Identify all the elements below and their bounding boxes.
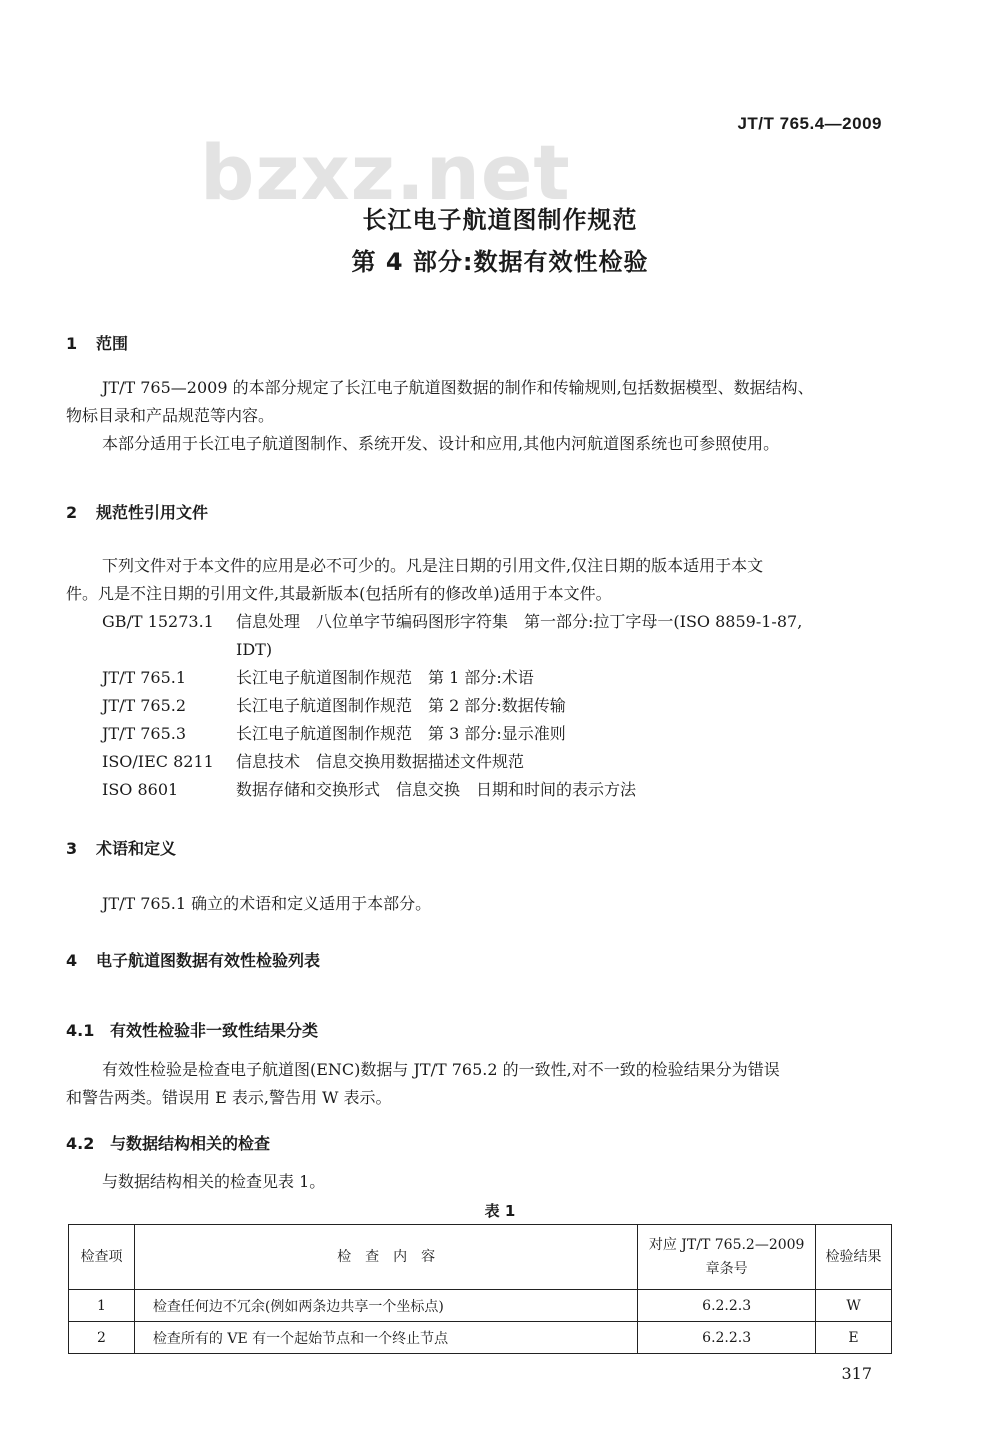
section-number: 4.2 xyxy=(66,1134,95,1153)
header-item: 检查项 xyxy=(69,1225,135,1290)
table-row xyxy=(69,1322,892,1354)
section-number: 1 xyxy=(66,334,78,353)
reference-code: ISO 8601 xyxy=(102,780,179,799)
section-2-para-1-line-1: 下列文件对于本文件的应用是必不可少的。凡是注日期的引用文件,仅注日期的版本适用于本文 xyxy=(102,556,764,575)
section-title: 术语和定义 xyxy=(96,839,177,858)
cell-item: 1 xyxy=(69,1290,135,1322)
standard-code: JT/T 765.4—2009 xyxy=(737,114,882,133)
header-content: 检 查 内 容 xyxy=(134,1225,637,1290)
reference-code: ISO/IEC 8211 xyxy=(102,752,214,771)
section-title: 与数据结构相关的检查 xyxy=(110,1134,271,1153)
reference-row xyxy=(102,720,566,748)
page-number: 317 xyxy=(841,1364,872,1383)
table-caption: 表 1 xyxy=(484,1202,516,1220)
reference-row xyxy=(102,608,802,636)
reference-code: JT/T 765.2 xyxy=(102,696,187,715)
section-4-2-para-1: 与数据结构相关的检查见表 1。 xyxy=(102,1172,326,1191)
reference-row xyxy=(102,692,566,720)
section-number: 2 xyxy=(66,503,78,522)
section-1-heading xyxy=(66,331,128,354)
reference-code: JT/T 765.3 xyxy=(102,724,187,743)
table-header-row xyxy=(69,1225,892,1290)
section-number: 3 xyxy=(66,839,78,858)
header-reference xyxy=(638,1225,816,1290)
table-1 xyxy=(68,1224,892,1354)
cell-result: E xyxy=(816,1322,892,1354)
header-reference-line-1: 对应 JT/T 765.2—2009 xyxy=(648,1237,805,1253)
watermark: bzxz.net xyxy=(200,128,571,217)
reference-title: 长江电子航道图制作规范 第 3 部分:显示准则 xyxy=(236,724,566,743)
section-number: 4 xyxy=(66,951,78,970)
section-4-2-heading xyxy=(66,1131,270,1154)
section-3-para-1: JT/T 765.1 确立的术语和定义适用于本部分。 xyxy=(102,894,432,913)
cell-reference: 6.2.2.3 xyxy=(638,1322,816,1354)
section-4-1-heading xyxy=(66,1018,318,1041)
reference-code: JT/T 765.1 xyxy=(102,668,187,687)
reference-title: 信息技术 信息交换用数据描述文件规范 xyxy=(236,752,525,771)
reference-code: GB/T 15273.1 xyxy=(102,612,214,631)
document-title: 长江电子航道图制作规范 xyxy=(362,206,638,234)
reference-title-continued: IDT) xyxy=(236,640,273,659)
section-title: 有效性检验非一致性结果分类 xyxy=(110,1021,319,1040)
document-subtitle: 第 4 部分:数据有效性检验 xyxy=(351,248,649,276)
header-result: 检验结果 xyxy=(816,1225,892,1290)
reference-title: 数据存储和交换形式 信息交换 日期和时间的表示方法 xyxy=(236,780,637,799)
section-number: 4.1 xyxy=(66,1021,95,1040)
section-4-heading xyxy=(66,948,320,971)
cell-item: 2 xyxy=(69,1322,135,1354)
section-1-para-1-line-1: JT/T 765—2009 的本部分规定了长江电子航道图数据的制作和传输规则,包括数据模型、数据结构、 xyxy=(102,378,814,397)
cell-reference: 6.2.2.3 xyxy=(638,1290,816,1322)
reference-row xyxy=(102,776,636,804)
section-4-1-para-1-line-2: 和警告两类。错误用 E 表示,警告用 W 表示。 xyxy=(66,1088,392,1107)
table-row xyxy=(69,1290,892,1322)
cell-result: W xyxy=(816,1290,892,1322)
section-2-heading xyxy=(66,500,208,523)
reference-title: 长江电子航道图制作规范 第 1 部分:术语 xyxy=(236,668,534,687)
reference-row xyxy=(102,748,524,776)
section-title: 电子航道图数据有效性检验列表 xyxy=(96,951,321,970)
section-title: 范围 xyxy=(96,334,129,353)
section-1-para-1-line-2: 物标目录和产品规范等内容。 xyxy=(66,406,275,425)
section-4-1-para-1-line-1: 有效性检验是检查电子航道图(ENC)数据与 JT/T 765.2 的一致性,对不一致的检验结果分为错误 xyxy=(102,1060,780,1079)
section-1-para-2: 本部分适用于长江电子航道图制作、系统开发、设计和应用,其他内河航道图系统也可参照使用。 xyxy=(102,434,780,453)
cell-content: 检查所有的 VE 有一个起始节点和一个终止节点 xyxy=(134,1322,637,1354)
reference-title: 信息处理 八位单字节编码图形字符集 第一部分:拉丁字母一(ISO 8859-1-87, xyxy=(236,612,803,631)
cell-content: 检查任何边不冗余(例如两条边共享一个坐标点) xyxy=(134,1290,637,1322)
reference-row xyxy=(102,664,534,692)
section-3-heading xyxy=(66,836,176,859)
section-title: 规范性引用文件 xyxy=(96,503,209,522)
header-reference-line-2: 章条号 xyxy=(705,1261,748,1277)
section-2-para-1-line-2: 件。凡是不注日期的引用文件,其最新版本(包括所有的修改单)适用于本文件。 xyxy=(66,584,612,603)
reference-title: 长江电子航道图制作规范 第 2 部分:数据传输 xyxy=(236,696,566,715)
